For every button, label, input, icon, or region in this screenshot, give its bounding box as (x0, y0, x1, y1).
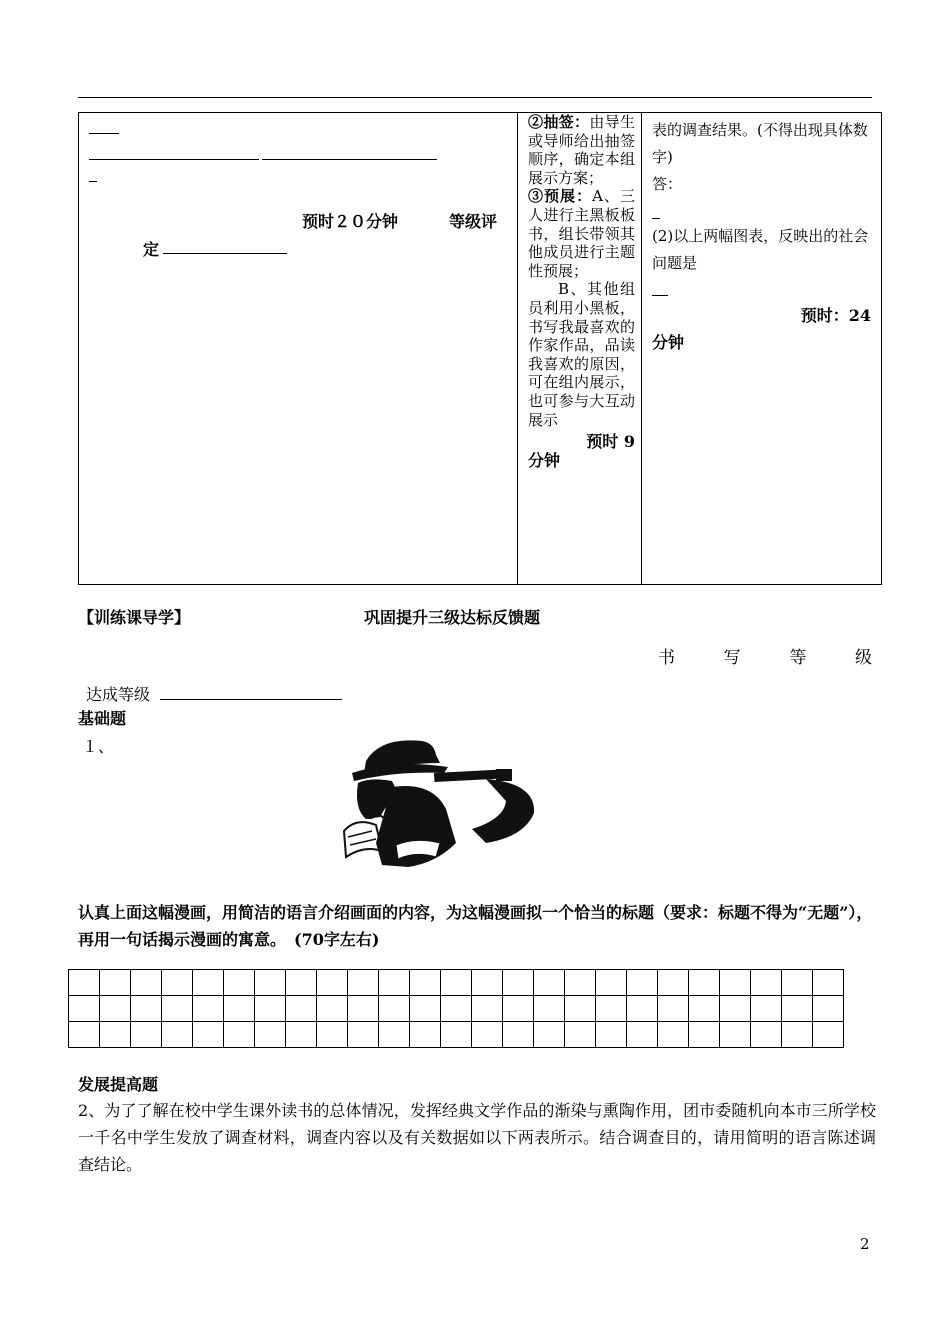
col3-answer: 答： (652, 175, 683, 193)
writing-grade-label: 书 写 等 级 (658, 648, 872, 668)
header-rule (78, 97, 872, 98)
q1-number: １、 (82, 737, 115, 756)
section-title: 【训练课导学】 (78, 608, 191, 627)
blank-line-4 (89, 181, 97, 182)
achieve-label: 达成等级 (86, 685, 151, 704)
cartoon-image (336, 733, 548, 873)
table-cell-col3 (642, 113, 882, 585)
table-cell-col1 (79, 113, 518, 585)
col3-time: 预时：24 (800, 306, 871, 325)
grid-row (69, 970, 844, 996)
col1-grade-2: 定 (143, 240, 160, 259)
step3-b: B、其他组员利用小黑板，书写我最喜欢的作家作品，品读我喜欢的原因，可在组内展示，也可参与大互动展示 (528, 280, 635, 429)
section-subtitle: 巩固提升三级达标反馈题 (364, 608, 541, 627)
col2-time-2: 分钟 (528, 450, 561, 470)
lesson-plan-table (78, 112, 882, 585)
q2-text: 2、为了了解在校中学生课外读书的总体情况，发挥经典文学作品的渐染与熏陶作用，团市委随机向本市三所学校一千名中学生发放了调查材料，调查内容以及有关数据如以下两表所示。结合调查目的，请用简明的语言陈述调查结论。 (78, 1101, 876, 1174)
col1-grade: 等级评 (449, 212, 498, 231)
col3-time-2: 分钟 (652, 333, 685, 352)
grade-blank (163, 253, 287, 254)
col3-line1: 表的调查结果。(不得出现具体数字) (652, 121, 868, 166)
advanced-title: 发展提高题 (78, 1075, 159, 1094)
grid-row (69, 996, 844, 1022)
step3: ③预展：A、三人进行主黑板板书，组长带领其他成员进行主题性预展； (528, 187, 635, 280)
blank-line-5 (652, 198, 660, 219)
grid-row (69, 1022, 844, 1048)
blank-line-6 (652, 277, 668, 296)
step2: ②抽签：由导生或导师给出抽签顺序，确定本组展示方案； (528, 113, 635, 187)
blank-line-1 (89, 133, 119, 134)
q1-text: 认真上面这幅漫画，用简洁的语言介绍画面的内容，为这幅漫画拟一个恰当的标题（要求：标题不得为“无题”），再用一句话揭示漫画的寓意。 (70字左右) (78, 903, 873, 949)
col3-q2: (2)以上两幅图表，反映出的社会问题是 (652, 227, 869, 272)
blank-line-2 (89, 159, 259, 160)
answer-grid (68, 969, 844, 1048)
col2-time: 预时 9 (586, 432, 635, 452)
blank-line-3 (262, 159, 437, 160)
achieve-blank (160, 699, 342, 700)
table-cell-col2 (518, 113, 642, 585)
col1-time: 预时２０分钟 (302, 212, 399, 231)
page-number: 2 (860, 1235, 870, 1253)
basic-title: 基础题 (78, 709, 127, 728)
